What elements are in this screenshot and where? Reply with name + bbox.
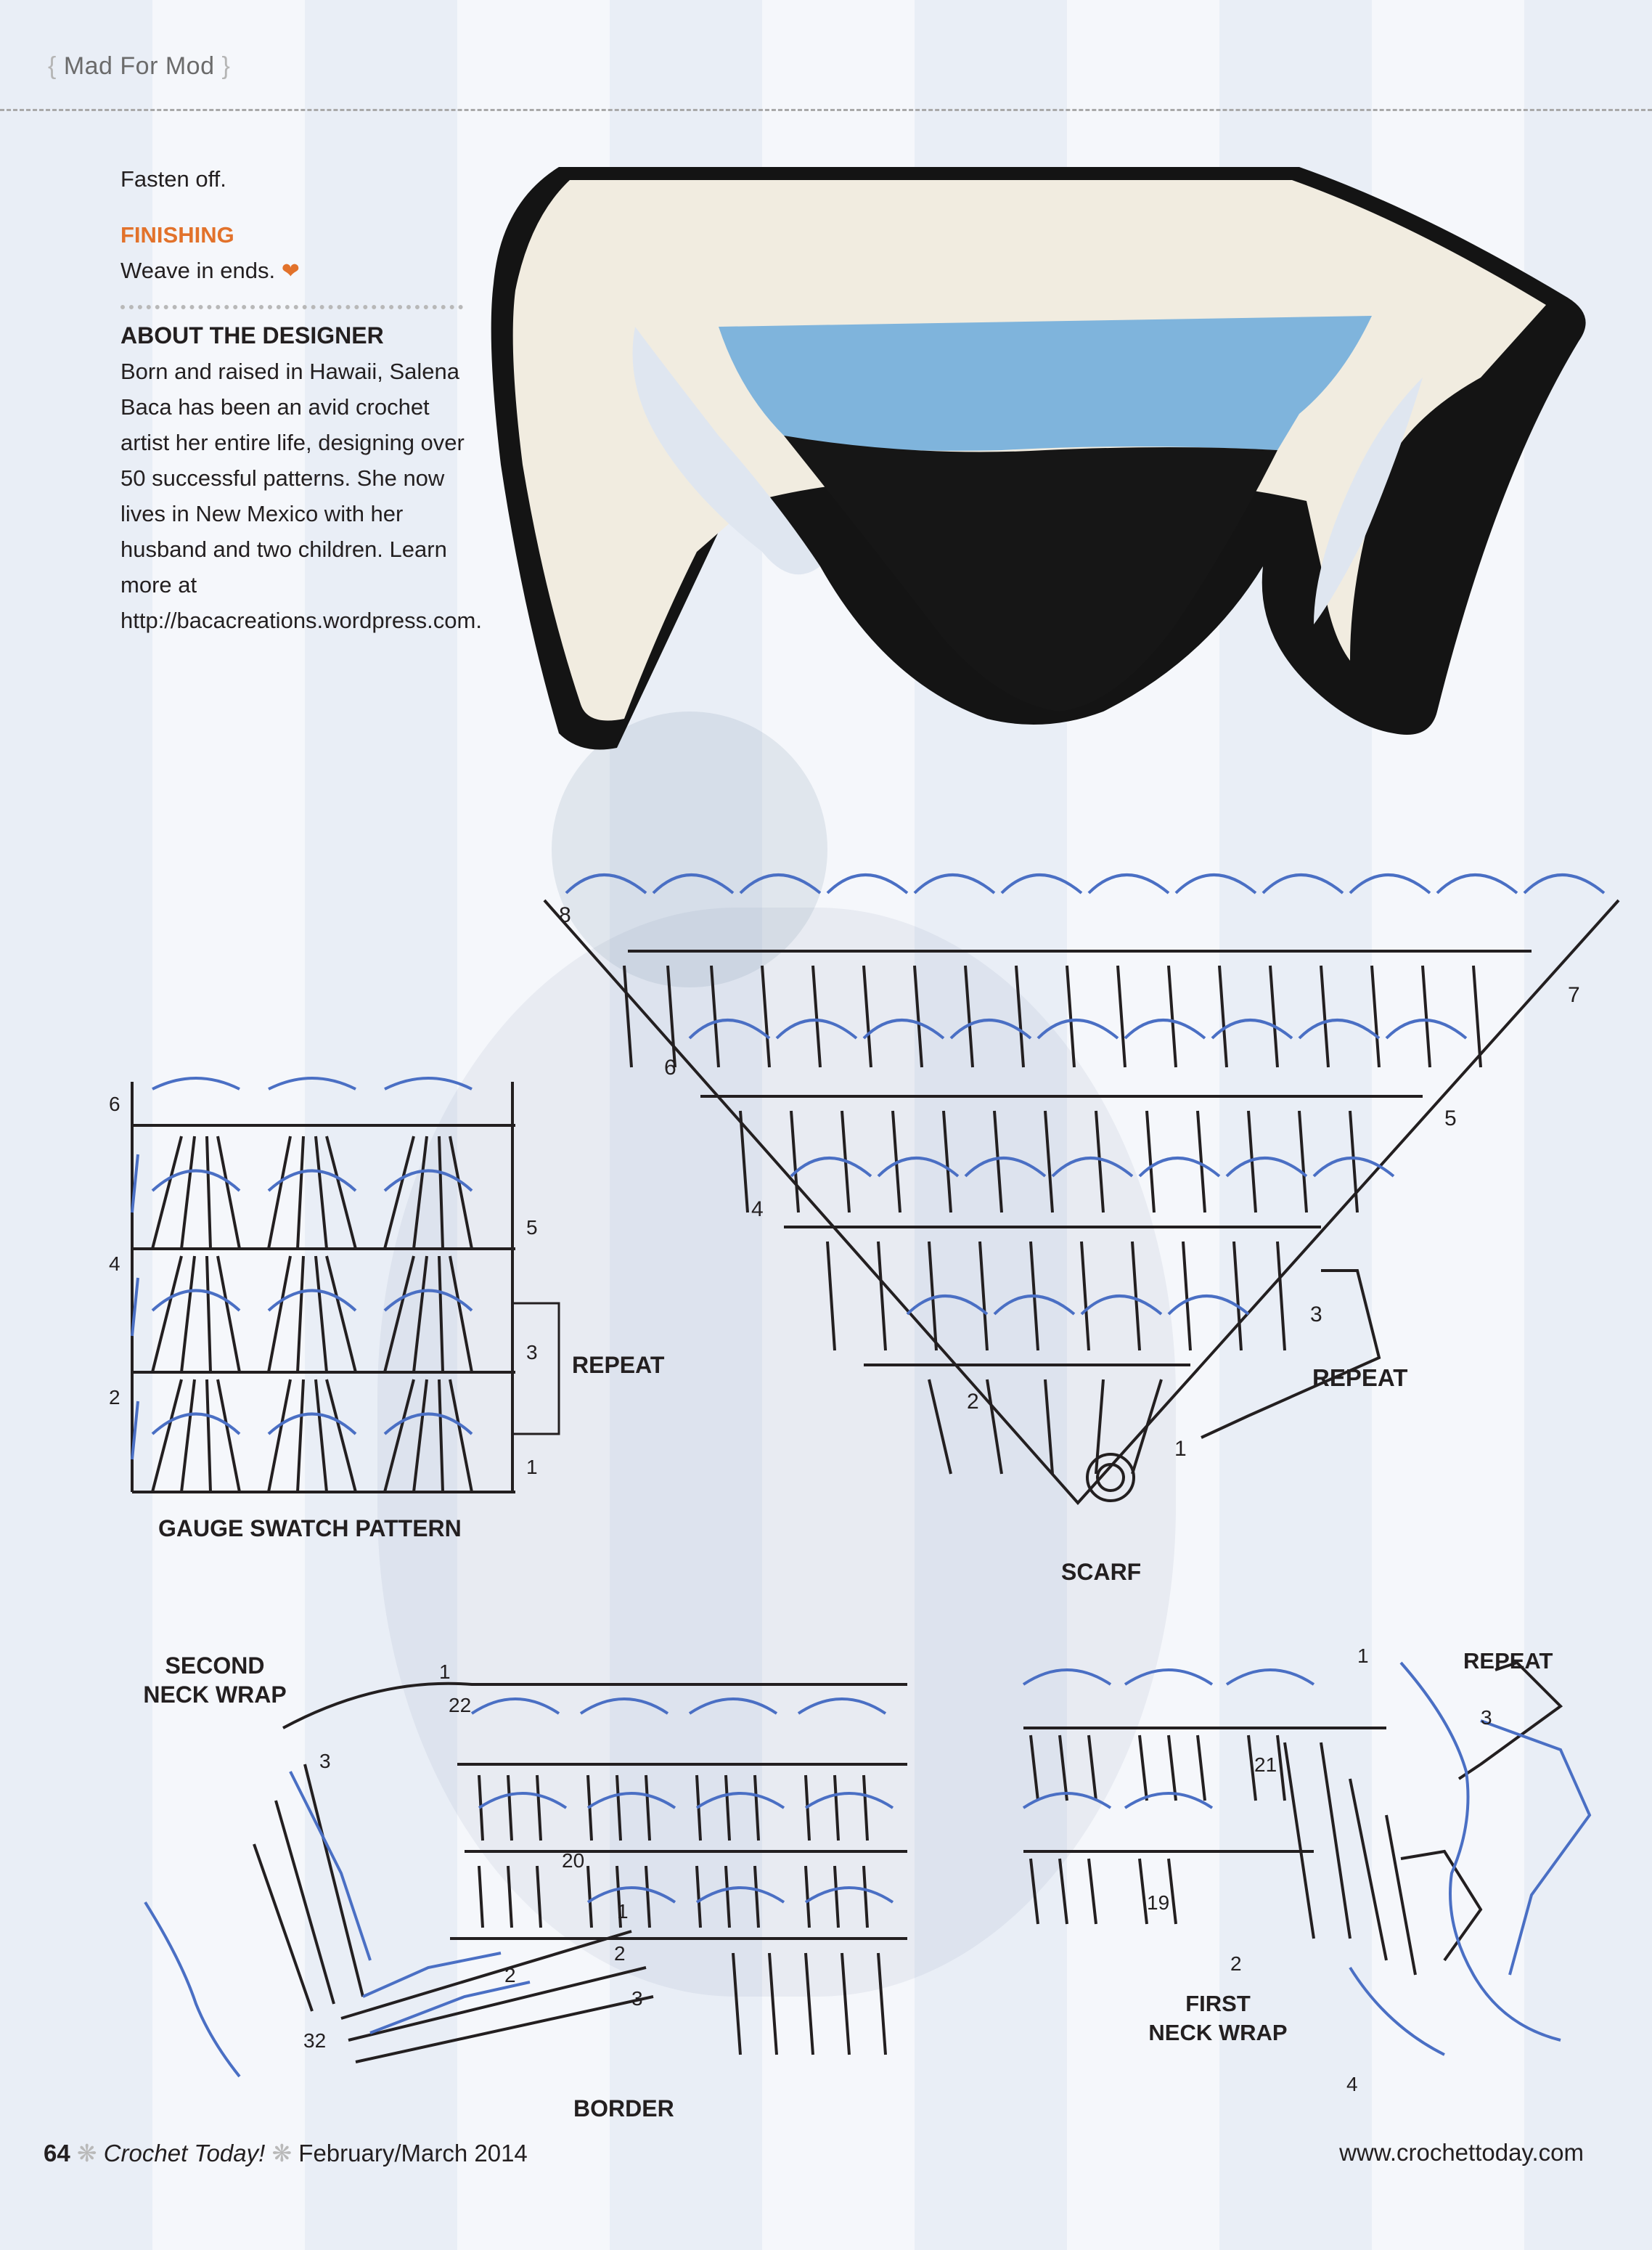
first-wrap-row-2: 2 [1230,1952,1242,1975]
about-designer-body: Born and raised in Hawaii, Salena Baca has been an avid crochet artist her entire life, designing over 50 successful patterns. She now lives in New Mexico with her husband and two children. Learn more at http://bacacreations.wordpress.com. [120,359,482,633]
second-wrap-row-32: 32 [303,2029,327,2052]
scarf-row-6: 6 [664,1056,676,1080]
second-wrap-row-1: 1 [439,1660,451,1683]
scarf-row-2: 2 [967,1390,979,1414]
footer-left [44,2139,528,2167]
second-neck-wrap-title-line2: NECK WRAP [143,1682,287,1708]
border-title: BORDER [573,2095,674,2121]
star-icon: ❋ [271,2140,299,2167]
first-neck-wrap-title-line2: NECK WRAP [1148,2020,1288,2045]
heart-icon: ❤ [281,259,300,283]
scarf-row-4: 4 [751,1197,764,1221]
second-neck-wrap-title [120,1651,309,1709]
first-neck-wrap-repeat-label: REPEAT [1463,1648,1553,1674]
gauge-row-4: 4 [109,1252,120,1275]
border-row-2: 2 [614,1942,626,1965]
star-icon: ❋ [76,2140,104,2167]
gauge-repeat-label: REPEAT [572,1352,665,1378]
gauge-row-5: 5 [526,1216,538,1239]
fasten-off-text: Fasten off. [120,166,226,192]
second-neck-wrap-chart [123,1655,929,2091]
text-column [120,161,482,638]
issue-date: February/March 2014 [298,2140,528,2167]
finishing-heading: FINISHING [120,222,234,248]
border-row-3: 3 [631,1987,643,2010]
first-neck-wrap-title [1131,1989,1305,2047]
second-wrap-row-20: 20 [562,1849,585,1872]
about-designer-heading: ABOUT THE DESIGNER [120,322,384,348]
header-divider [0,109,1652,111]
gauge-row-1: 1 [526,1456,538,1478]
scarf-row-8: 8 [559,903,571,927]
scarf-chart [523,849,1633,1532]
section-tag: { Mad For Mod } [48,52,231,80]
first-wrap-row-3: 3 [1481,1706,1492,1729]
scarf-row-3: 3 [1310,1303,1322,1326]
dotted-divider [120,305,463,309]
first-neck-wrap-title-line1: FIRST [1185,1991,1251,2016]
first-wrap-row-21: 21 [1254,1753,1277,1776]
scarf-row-5: 5 [1444,1106,1457,1130]
finishing-body: Weave in ends. ❤ [120,258,300,283]
first-wrap-row-1: 1 [1357,1644,1369,1667]
scarf-repeat-label: REPEAT [1312,1364,1408,1391]
second-wrap-row-22: 22 [449,1694,472,1716]
gauge-row-3: 3 [526,1341,538,1364]
page-number: 64 [44,2140,70,2167]
first-wrap-row-19: 19 [1147,1891,1170,1914]
magazine-name: Crochet Today! [103,2140,266,2167]
scarf-title: SCARF [1061,1559,1142,1585]
gauge-swatch-chart [109,1067,538,1503]
first-neck-wrap-chart [1009,1634,1604,2095]
second-wrap-row-3: 3 [319,1750,331,1772]
gauge-swatch-title: GAUGE SWATCH PATTERN [158,1515,462,1541]
first-wrap-row-4: 4 [1346,2073,1358,2095]
gauge-row-2: 2 [109,1386,120,1409]
footer-url[interactable]: www.crochettoday.com [1339,2139,1584,2166]
bikini-photo [479,160,1619,762]
scarf-row-1: 1 [1174,1437,1187,1461]
border-row-1: 1 [617,1900,629,1923]
second-wrap-row-2: 2 [504,1964,516,1986]
scarf-row-7: 7 [1568,983,1580,1007]
second-neck-wrap-title-line1: SECOND [165,1652,265,1679]
gauge-row-6: 6 [109,1093,120,1115]
